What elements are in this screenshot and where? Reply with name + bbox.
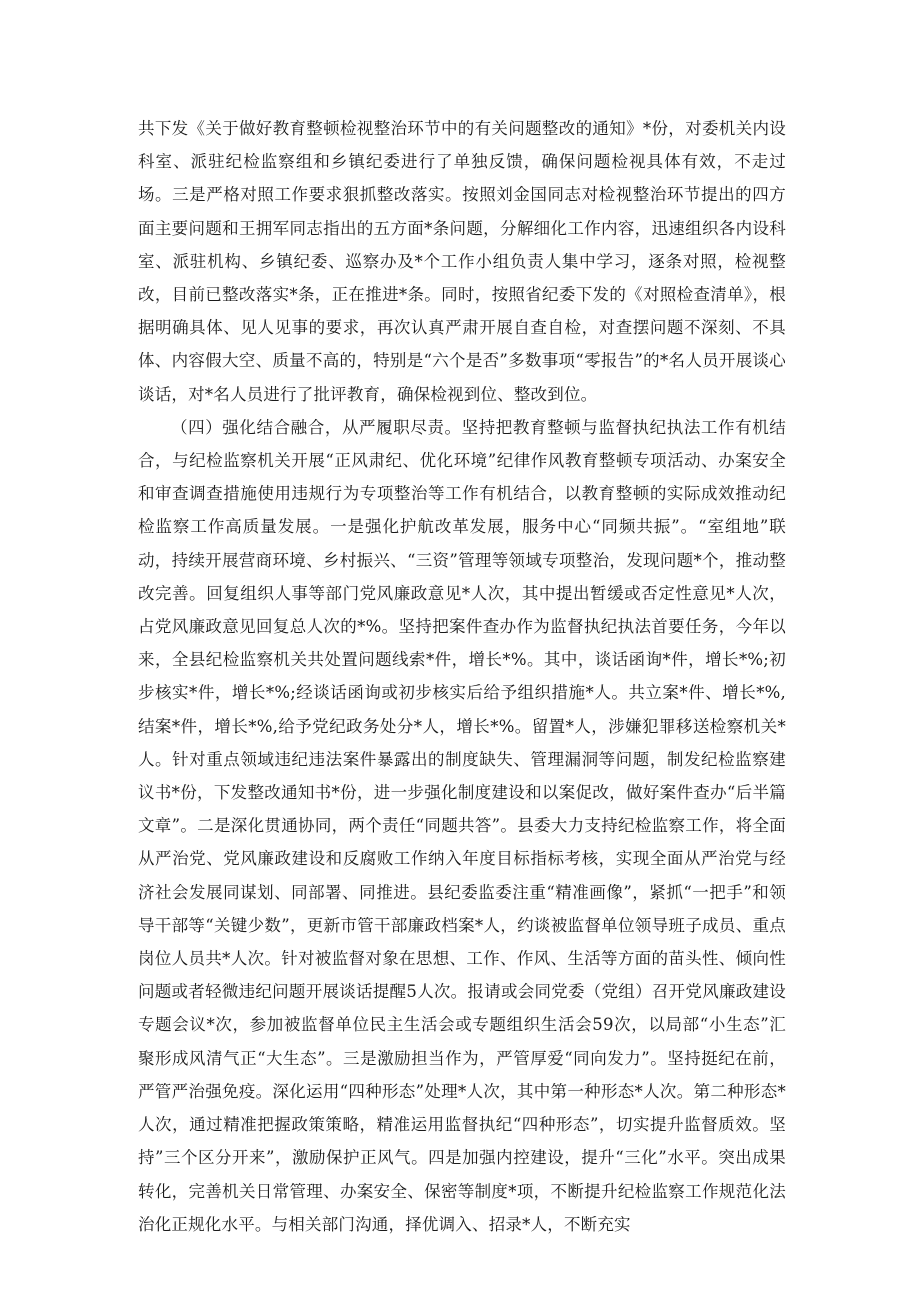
paragraph-section-four: （四）强化结合融合，从严履职尽责。坚持把教育整顿与监督执纪执法工作有机结合，与纪检监察机关开展“正风肃纪、优化环境”纪律作风教育整顿专项活动、办案安全和审查调查措施使用违规行为专项整治等工作有机结合，以教育整顿的实际成效推动纪检监察工作高质量发展。一是强化护航改革发展，服务中心“同频共振”。“室组地”联动，持续开展营商环境、乡村振兴、“三资”管理等领域专项整治，发现问题*个，推动整改完善。回复组织人事等部门党风廉政意见*人次，其中提出暂缓或否定性意见*人次，占党风廉政意见回复总人次的*%。坚持把案件查办作为监督执纪执法首要任务，今年以来，全县纪检监察机关共处置问题线索*件，增长*%。其中，谈话函询*件，增长*%;初步核实*件，增长*%;经谈话函询或初步核实后给予组织措施*人。共立案*件、增长*%,结案*件，增长*%,给予党纪政务处分*人，增长*%。留置*人，涉嫌犯罪移送检察机关*人。针对重点领域违纪违法案件暴露出的制度缺失、管理漏洞等问题，制发纪检监察建议书*份，下发整改通知书*份，进一步强化制度建设和以案促改，做好案件查办“后半篇文章”。二是深化贯通协同，两个责任“同题共答”。县委大力支持纪检监察工作，将全面从严治党、党风廉政建设和反腐败工作纳入年度目标指标考核，实现全面从严治党与经济社会发展同谋划、同部署、同推进。县纪委监委注重“精准画像”，紧抓“一把手”和领导干部等“关键少数”，更新市管干部廉政档案*人，约谈被监督单位领导班子成员、重点岗位人员共*人次。针对被监督对象在思想、工作、作风、生活等方面的苗头性、倾向性问题或者轻微违纪问题开展谈话提醒5人次。报请或会同党委（党组）召开党风廉政建设专题会议*次，参加被监督单位民主生活会或专题组织生活会59次，以局部“小生态”汇聚形成风清气正“大生态”。三是激励担当作为，严管厚爱“同向发力”。坚持挺纪在前，严管严治强免疫。深化运用“四种形态”处理*人次，其中第一种形态*人次。第二种形态*人次，通过精准把握政策策略，精准运用监督执纪“四种形态”，切实提升监督质效。坚持”三个区分开来”，激励保护正风气。四是加强内控建设，提升“三化”水平。突出成果转化，完善机关日常管理、办案安全、保密等制度*项，不断提升纪检监察工作规范化法治化正规化水平。与相关部门沟通，择优调入、招录*人，不断充实: [138, 417, 786, 1234]
paragraph-rectification-continued: 共下发《关于做好教育整顿检视整治环节中的有关问题整改的通知》*份，对委机关内设科室、派驻纪检监察组和乡镇纪委进行了单独反馈，确保问题检视具体有效，不走过场。三是严格对照工作要求狠抓整改落实。按照刘金国同志对检视整治环节提出的四方面主要问题和王拥军同志指出的五方面*条问题，分解细化工作内容，迅速组织各内设科室、派驻机构、乡镇纪委、巡察办及*个工作小组负责人集中学习，逐条对照，检视整改，目前已整改落实*条，正在推进*条。同时，按照省纪委下发的《对照检查清单》，根据明确具体、见人见事的要求，再次认真严肃开展自查自检，对查摆问题不深刻、不具体、内容假大空、质量不高的，特别是“六个是否”多数事项“零报告”的*名人员开展谈心谈话，对*名人员进行了批评教育，确保检视到位、整改到位。: [138, 119, 786, 404]
document-page: [138, 112, 786, 1241]
